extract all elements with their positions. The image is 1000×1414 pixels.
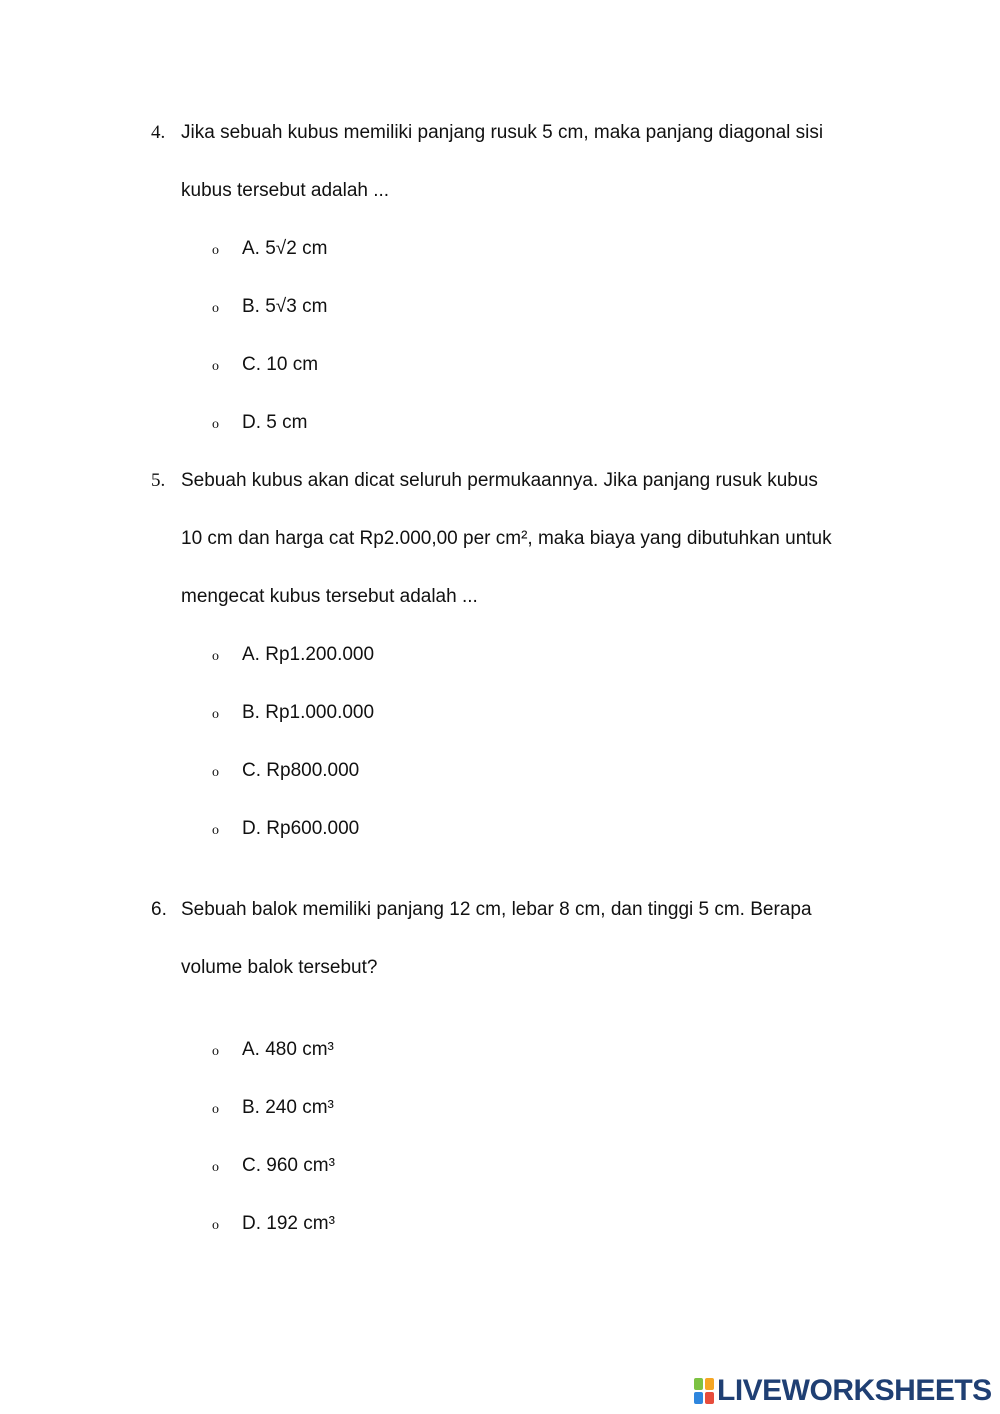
option-d[interactable]: D. 5 cm xyxy=(242,412,308,433)
option-a[interactable]: A. 5√2 cm xyxy=(242,238,328,259)
option-a[interactable]: A. Rp1.200.000 xyxy=(242,644,375,665)
option-bullet: o xyxy=(212,359,219,374)
logo-mark-square xyxy=(705,1378,714,1390)
liveworksheets-logo xyxy=(694,1373,992,1409)
option-b[interactable]: B. 240 cm³ xyxy=(242,1097,334,1118)
option-c[interactable]: C. 10 cm xyxy=(242,354,319,375)
option-d[interactable]: D. 192 cm³ xyxy=(242,1213,335,1234)
question-number: 5. xyxy=(151,470,166,491)
option-bullet: o xyxy=(212,1044,219,1059)
option-bullet: o xyxy=(212,823,219,838)
option-c[interactable]: C. Rp800.000 xyxy=(242,760,360,781)
option-bullet: o xyxy=(212,765,219,780)
question-text-line: Jika sebuah kubus memiliki panjang rusuk 5 cm, maka panjang diagonal sisi xyxy=(181,122,824,143)
logo-mark-square xyxy=(705,1392,714,1404)
option-bullet: o xyxy=(212,1218,219,1233)
option-b[interactable]: B. 5√3 cm xyxy=(242,296,328,317)
option-bullet: o xyxy=(212,301,219,316)
option-bullet: o xyxy=(212,417,219,432)
question-text-line: mengecat kubus tersebut adalah ... xyxy=(181,586,478,607)
option-c[interactable]: C. 960 cm³ xyxy=(242,1155,335,1176)
question-text-line: 10 cm dan harga cat Rp2.000,00 per cm², maka biaya yang dibutuhkan untuk xyxy=(181,528,832,549)
question-text-line: Sebuah balok memiliki panjang 12 cm, lebar 8 cm, dan tinggi 5 cm. Berapa xyxy=(181,899,812,920)
question-text-line: kubus tersebut adalah ... xyxy=(181,180,390,201)
logo-mark-icon xyxy=(694,1378,714,1404)
option-bullet: o xyxy=(212,243,219,258)
logo-mark-square xyxy=(694,1392,703,1404)
option-a[interactable]: A. 480 cm³ xyxy=(242,1039,334,1060)
option-bullet: o xyxy=(212,707,219,722)
logo-text: LIVEWORKSHEETS xyxy=(717,1374,992,1407)
question-number: 4. xyxy=(151,122,166,143)
question-text-line: volume balok tersebut? xyxy=(181,957,378,978)
logo-mark-square xyxy=(694,1378,703,1390)
option-bullet: o xyxy=(212,649,219,664)
question-text-line: Sebuah kubus akan dicat seluruh permukaannya. Jika panjang rusuk kubus xyxy=(181,470,818,491)
option-bullet: o xyxy=(212,1102,219,1117)
option-b[interactable]: B. Rp1.000.000 xyxy=(242,702,375,723)
question-number: 6. xyxy=(151,899,167,920)
option-d[interactable]: D. Rp600.000 xyxy=(242,818,360,839)
option-bullet: o xyxy=(212,1160,219,1175)
